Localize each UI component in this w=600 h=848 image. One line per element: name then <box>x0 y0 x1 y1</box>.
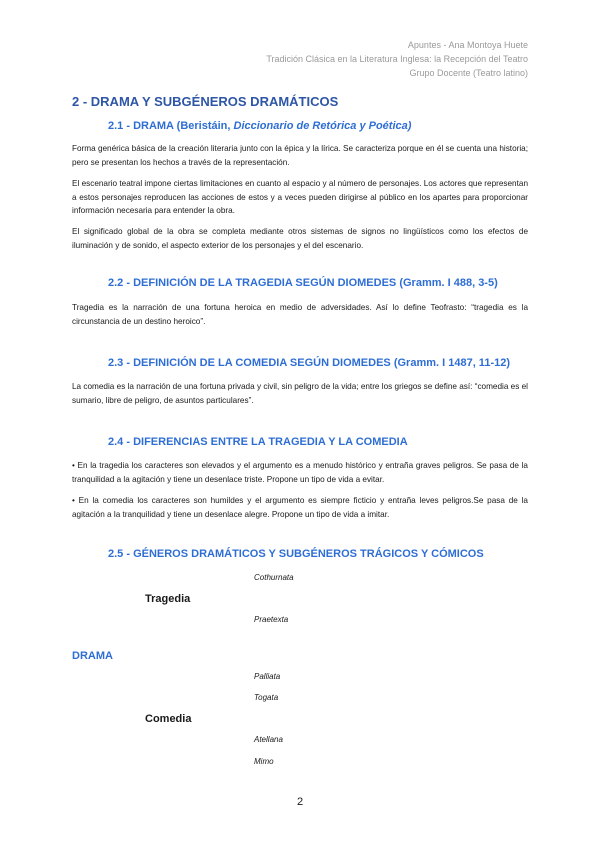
subsection-title-2-1 <box>108 120 411 132</box>
leaf-togata: Togata <box>254 693 279 702</box>
subsection-title-2-1-italic: Diccionario de Retórica y Poética) <box>233 120 412 132</box>
paragraph-tragedia: Tragedia es la narración de una fortuna heroica en medio de adversidades. Así lo define Teofrasto: “tragedia es la circunstancia de un destino heroico”. <box>72 303 528 326</box>
subsection-title-2-5: 2.5 - GÉNEROS DRAMÁTICOS Y SUBGÉNEROS TRÁGICOS Y CÓMICOS <box>108 548 484 560</box>
paragraph-comedia: La comedia es la narración de una fortuna privada y civil, sin peligro de la vida; entre los griegos se define así: “comedia es el sumario, libre de peligro, de asuntos particulares”. <box>72 382 528 405</box>
paragraph-escenario: El escenario teatral impone ciertas limitaciones en cuanto al espacio y al número de personajes. Los actores que representan a estos personajes reproducen las acciones de estos y a veces pueden dirigirse al público en los apartes para proporcionar información necesaria para entender la obra. <box>72 179 528 215</box>
subsection-title-2-1-text: 2.1 - DRAMA (Beristáin, <box>108 120 234 132</box>
page-header <box>266 38 528 80</box>
header-author: Apuntes - Ana Montoya Huete <box>407 40 528 50</box>
paragraph-significado: El significado global de la obra se completa mediante otros sistemas de signos no lingüísticos como los efectos de iluminación y de sonido, el aspecto exterior de los personajes y el del escenario. <box>72 227 528 250</box>
leaf-mimo: Mimo <box>254 757 274 766</box>
header-group: Grupo Docente (Teatro latino) <box>409 68 528 78</box>
branch-comedia: Comedia <box>145 713 192 725</box>
section-title: 2 - DRAMA Y SUBGÉNEROS DRAMÁTICOS <box>72 94 339 109</box>
paragraph-drama-definition: Forma genérica básica de la creación literaria junto con la épica y la lírica. Se caracteriza porque en él se cuenta una historia; pero se presentan los hechos a través de la representación. <box>72 144 528 167</box>
subsection-title-2-2: 2.2 - DEFINICIÓN DE LA TRAGEDIA SEGÚN DIOMEDES (Gramm. I 488, 3-5) <box>108 277 498 289</box>
leaf-cothurnata: Cothurnata <box>254 573 294 582</box>
bullet-tragedia: • En la tragedia los caracteres son elevados y el argumento es a menudo histórico y entraña graves peligros. Se pasa de la tranquilidad a la agitación y tiene un desenlace triste. Propone un tipo de vida a evitar. <box>72 461 528 484</box>
leaf-palliata: Palliata <box>254 672 281 681</box>
leaf-praetexta: Praetexta <box>254 615 289 624</box>
bullet-comedia: • En la comedia los caracteres son humildes y el argumento es siempre ficticio y entraña leves peligros.Se pasa de la agitación a la tranquilidad y tiene un desenlace alegre. Propone un tipo de vida a imitar. <box>72 496 528 519</box>
root-drama: DRAMA <box>72 650 113 662</box>
subsection-title-2-3: 2.3 - DEFINICIÓN DE LA COMEDIA SEGÚN DIOMEDES (Gramm. I 1487, 11-12) <box>108 357 510 369</box>
leaf-atellana: Atellana <box>254 735 283 744</box>
subsection-title-2-4: 2.4 - DIFERENCIAS ENTRE LA TRAGEDIA Y LA COMEDIA <box>108 436 408 448</box>
header-course: Tradición Clásica en la Literatura Inglesa: la Recepción del Teatro <box>266 54 528 64</box>
branch-tragedia: Tragedia <box>145 593 191 605</box>
page-number: 2 <box>296 796 304 808</box>
